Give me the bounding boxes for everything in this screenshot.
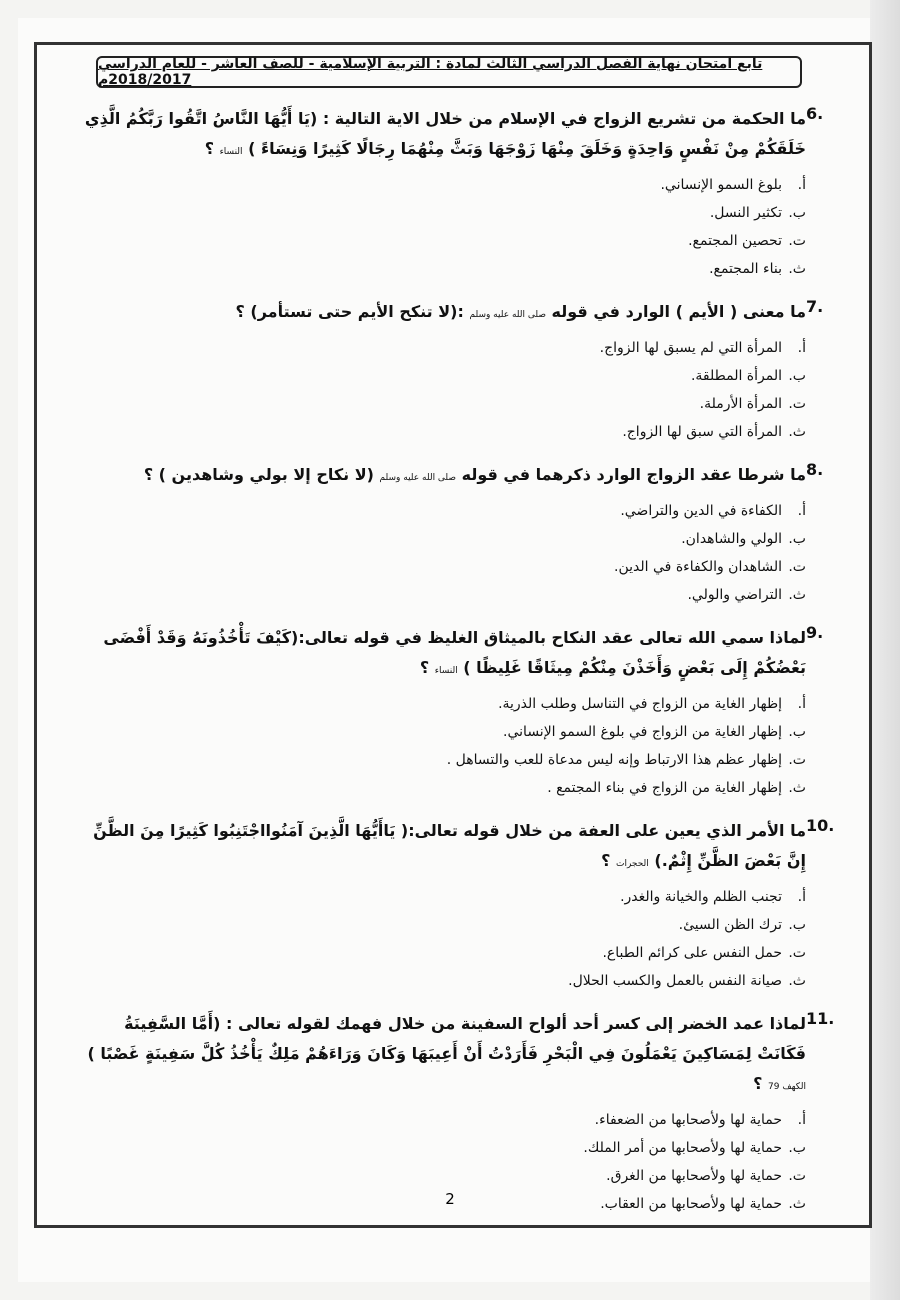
option-text: إظهار الغاية من الزواج في بناء المجتمع . <box>547 780 782 796</box>
option-letter: ت. <box>788 396 806 412</box>
question-text: لماذا سمي الله تعالى عقد النكاح بالميثاق الغليظ في قوله تعالى:(كَيْفَ تَأْخُذُونَهُ وَقَدْ أَفْضَى بَعْضُكُمْ إِلَى بَعْضٍ وَأَخَذْنَ مِنْكُمْ مِيثَاقًا غَلِيظًا ) <box>103 628 806 677</box>
option-letter: ب. <box>788 531 806 547</box>
option-letter: أ. <box>797 1112 806 1128</box>
option <box>70 497 806 525</box>
option-letter: ت. <box>788 1168 806 1184</box>
option <box>70 883 806 911</box>
option-letter: ث. <box>788 261 806 277</box>
option-text: تحصين المجتمع. <box>688 233 782 249</box>
options-list <box>70 883 836 995</box>
question-number: 11. <box>806 1009 835 1028</box>
option-letter: ب. <box>788 917 806 933</box>
option-letter: ب. <box>788 724 806 740</box>
option-text: التراضي والولي. <box>687 587 782 603</box>
question-text: ما الأمر الذي يعين على العفة من خلال قوله تعالى:( يَاأَيُّهَا الَّذِينَ آمَنُوااجْتَنِبُوا كَثِيرًا مِنَ الظَّنِّ إِنَّ بَعْضَ الظَّنِّ إِثْمٌ.) <box>93 821 806 870</box>
option-letter: ت. <box>788 559 806 575</box>
option-letter: أ. <box>797 696 806 712</box>
option-text: الشاهدان والكفاءة في الدين. <box>614 559 782 575</box>
question-7 <box>70 297 836 446</box>
options-list <box>70 497 836 609</box>
option-letter: ث. <box>788 1196 806 1212</box>
question-tail: ؟ <box>601 851 611 870</box>
option-letter: أ. <box>797 177 806 193</box>
question-11 <box>70 1009 836 1218</box>
option <box>70 255 806 283</box>
question-number: 8. <box>806 460 824 479</box>
option-text: المرأة الأرملة. <box>699 396 782 412</box>
option-text: إظهار الغاية من الزواج في بلوغ السمو الإنساني. <box>503 724 782 740</box>
option <box>70 581 806 609</box>
question-text: لماذا عمد الخضر إلى كسر أحد ألواح السفينة من خلال فهمك لقوله تعالى : (أَمَّا السَّفِينَةُ فَكَانَتْ لِمَسَاكِينَ يَعْمَلُونَ فِي الْبَحْرِ فَأَرَدْتُ أَنْ أَعِيبَهَا وَكَانَ وَرَاءَهُمْ مَلِكٌ يَأْخُذُ كُلَّ سَفِينَةٍ غَصْبًا ) <box>87 1014 806 1063</box>
option <box>70 525 806 553</box>
option-text: بلوغ السمو الإنساني. <box>660 177 782 193</box>
option-letter: ت. <box>788 752 806 768</box>
page-number: 2 <box>445 1190 455 1208</box>
question-tail: ؟ <box>753 1074 763 1093</box>
exam-header <box>96 56 802 88</box>
option-letter: ث. <box>788 780 806 796</box>
option-text: المرأة التي سبق لها الزواج. <box>622 424 782 440</box>
question-reference: النساء <box>219 147 243 157</box>
options-list <box>70 171 836 283</box>
question-tail: ؟ <box>419 658 430 677</box>
option-text: إظهار عظم هذا الارتباط وإنه ليس مدعاة للعب والتساهل . <box>446 752 782 768</box>
option-text: حمل النفس على كرائم الطباع. <box>602 945 782 961</box>
option <box>70 1106 806 1134</box>
option <box>70 1134 806 1162</box>
question-text: ما الحكمة من تشريع الزواج في الإسلام من خلال الاية التالية : (يَا أَيُّهَا النَّاسُ اتَّقُوا رَبَّكُمُ الَّذِي خَلَقَكُمْ مِنْ نَفْسٍ وَاحِدَةٍ وَخَلَقَ مِنْهَا زَوْجَهَا وَبَثَّ مِنْهُمَا رِجَالًا كَثِيرًا وَنِسَاءً ) <box>84 109 806 158</box>
option-text: المرأة التي لم يسبق لها الزواج. <box>599 340 782 356</box>
option-text: حماية لها ولأصحابها من أمر الملك. <box>583 1140 782 1156</box>
option-letter: ت. <box>788 945 806 961</box>
question-9 <box>70 623 836 802</box>
option <box>70 362 806 390</box>
option <box>70 690 806 718</box>
option-letter: ت. <box>788 233 806 249</box>
question-tail: (لا نكاح إلا بولي وشاهدين ) ؟ <box>143 465 374 484</box>
question-reference: النساء <box>434 666 458 676</box>
option-text: حماية لها ولأصحابها من الضعفاء. <box>594 1112 782 1128</box>
option <box>70 774 806 802</box>
option <box>70 553 806 581</box>
option <box>70 334 806 362</box>
question-reference: صلى الله عليه وسلم <box>379 473 457 483</box>
option-letter: أ. <box>797 503 806 519</box>
question-reference: صلى الله عليه وسلم <box>469 310 546 320</box>
questions-area <box>70 104 836 1232</box>
option-text: حماية لها ولأصحابها من الغرق. <box>606 1168 782 1184</box>
question-number: 10. <box>806 816 835 835</box>
option-letter: ب. <box>788 205 806 221</box>
option-text: بناء المجتمع. <box>709 261 782 277</box>
question-6 <box>70 104 836 283</box>
page-binding-edge <box>870 0 900 1300</box>
exam-header-title: تابع امتحان نهاية الفصل الدراسي الثالث لمادة : التربية الإسلامية - للصف العاشر - للعام الدراسي 2018/2017م <box>98 56 763 88</box>
option <box>70 171 806 199</box>
options-list <box>70 690 836 802</box>
question-text: ما معنى ( الأيم ) الوارد في قوله <box>551 302 806 321</box>
option <box>70 199 806 227</box>
question-8 <box>70 460 836 609</box>
question-text: ما شرطا عقد الزواج الوارد ذكرهما في قوله <box>461 465 806 484</box>
question-reference: الكهف 79 <box>768 1082 806 1092</box>
options-list <box>70 334 836 446</box>
option-text: إظهار الغاية من الزواج في التناسل وطلب الذرية. <box>498 696 782 712</box>
option-letter: ث. <box>788 587 806 603</box>
option-text: حماية لها ولأصحابها من العقاب. <box>600 1196 782 1212</box>
option-text: تكثير النسل. <box>709 205 782 221</box>
option <box>70 718 806 746</box>
option-text: تجنب الظلم والخيانة والغدر. <box>620 889 782 905</box>
option <box>70 227 806 255</box>
option-text: الكفاءة في الدين والتراضي. <box>620 503 782 519</box>
question-tail: ؟ <box>204 139 214 158</box>
option <box>70 746 806 774</box>
question-reference: الحجرات <box>615 859 649 869</box>
option <box>70 1162 806 1190</box>
question-number: 6. <box>806 104 824 123</box>
option-letter: أ. <box>797 889 806 905</box>
option <box>70 390 806 418</box>
option <box>70 967 806 995</box>
question-number: 7. <box>806 297 824 316</box>
question-number: 9. <box>806 623 824 642</box>
option-letter: ب. <box>788 368 806 384</box>
option <box>70 911 806 939</box>
option-letter: ب. <box>788 1140 806 1156</box>
question-tail: :(لا تنكح الأيم حتى تستأمر) ؟ <box>235 302 464 321</box>
option <box>70 418 806 446</box>
option-letter: ث. <box>788 973 806 989</box>
option-text: المرأة المطلقة. <box>690 368 782 384</box>
option <box>70 939 806 967</box>
option-text: الولي والشاهدان. <box>681 531 782 547</box>
question-10 <box>70 816 836 995</box>
option-text: صيانة النفس بالعمل والكسب الحلال. <box>568 973 782 989</box>
option-letter: ث. <box>788 424 806 440</box>
option-text: ترك الظن السيئ. <box>678 917 782 933</box>
option-letter: أ. <box>797 340 806 356</box>
